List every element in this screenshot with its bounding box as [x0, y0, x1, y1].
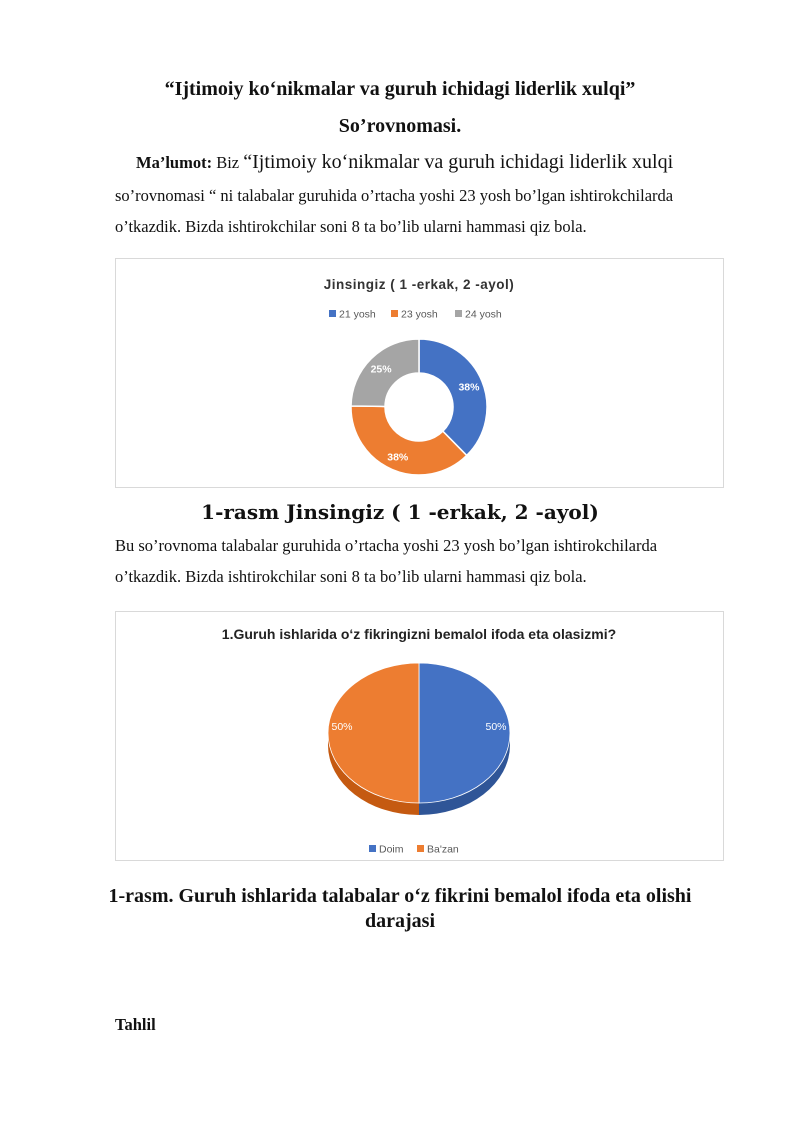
- pie-label-0: 50%: [485, 721, 507, 733]
- figure-caption-2: [0, 884, 800, 934]
- legend-swatch-0: [329, 310, 336, 317]
- legend-label-1: 23 yosh: [401, 308, 438, 321]
- pie-legend-swatch-1: [417, 845, 424, 852]
- figure-caption-2-line-2: darajasi: [365, 910, 435, 932]
- chart1-slices: [351, 339, 487, 475]
- chart-gender-doughnut: [115, 258, 724, 488]
- pie-chart-svg: [116, 612, 723, 860]
- paragraph-2-line-2: o’tkazdik. Bizda ishtirokchilar soni 8 ta bo’lib ularni hammasi qiz bola.: [115, 567, 587, 586]
- chart2-slices: [328, 663, 510, 815]
- intro-survey-name: “Ijtimoiy ko‘nikmalar va guruh ichidagi liderlik xulqi: [243, 151, 674, 173]
- doughnut-label-2: 25%: [370, 363, 392, 376]
- document-title-line-2: So’rovnomasi.: [338, 115, 462, 137]
- pie-slice-0: [419, 663, 510, 803]
- chart1-title: Jinsingiz ( 1 -erkak, 2 -ayol): [323, 277, 515, 292]
- document-title-line-1: “Ijtimoiy ko‘nikmalar va guruh ichidagi liderlik xulqi”: [164, 78, 636, 100]
- legend-label-0: 21 yosh: [339, 308, 376, 321]
- paragraph-2-line-1: Bu so’rovnoma talabalar guruhida o’rtacha yoshi 23 yosh bo’lgan ishtirokchilarda: [115, 536, 658, 555]
- pie-legend-label-1: Ba'zan: [427, 843, 459, 856]
- figure-caption-1: 1-rasm Jinsingiz ( 1 -erkak, 2 -ayol): [201, 500, 599, 524]
- legend-swatch-2: [455, 310, 462, 317]
- doughnut-label-0: 38%: [458, 381, 480, 394]
- pie-legend-swatch-0: [369, 845, 376, 852]
- doughnut-chart-svg: [116, 259, 723, 487]
- legend-swatch-1: [391, 310, 398, 317]
- intro-line-2: so’rovnomasi “ ni talabalar guruhida o’rtacha yoshi 23 yosh bo’lgan ishtirokchilarda: [115, 186, 674, 205]
- intro-line-1: [136, 148, 776, 177]
- intro-biz: Biz: [216, 153, 240, 172]
- chart1-legend: [329, 309, 502, 321]
- section-heading-tahlil: Tahlil: [115, 1015, 156, 1034]
- figure-caption-2-line-1: 1-rasm. Guruh ishlarida talabalar o‘z fikrini bemalol ifoda eta olishi: [108, 885, 692, 907]
- doughnut-slice-1: [351, 406, 467, 475]
- intro-line-3: o’tkazdik. Bizda ishtirokchilar soni 8 ta bo’lib ularni hammasi qiz bola.: [115, 217, 587, 236]
- doughnut-slice-0: [419, 339, 487, 455]
- pie-legend-label-0: Doim: [379, 843, 404, 856]
- chart2-title: 1.Guruh ishlarida o‘z fikringizni bemalol ifoda eta olasizmi?: [221, 626, 617, 642]
- intro-lead: Ma’lumot:: [136, 153, 213, 172]
- chart2-legend: [369, 844, 459, 856]
- pie-slice-1: [328, 663, 419, 803]
- legend-label-2: 24 yosh: [465, 308, 502, 321]
- chart-opinion-pie: [115, 611, 724, 861]
- pie-label-1: 50%: [331, 721, 353, 733]
- doughnut-label-1: 38%: [387, 451, 409, 464]
